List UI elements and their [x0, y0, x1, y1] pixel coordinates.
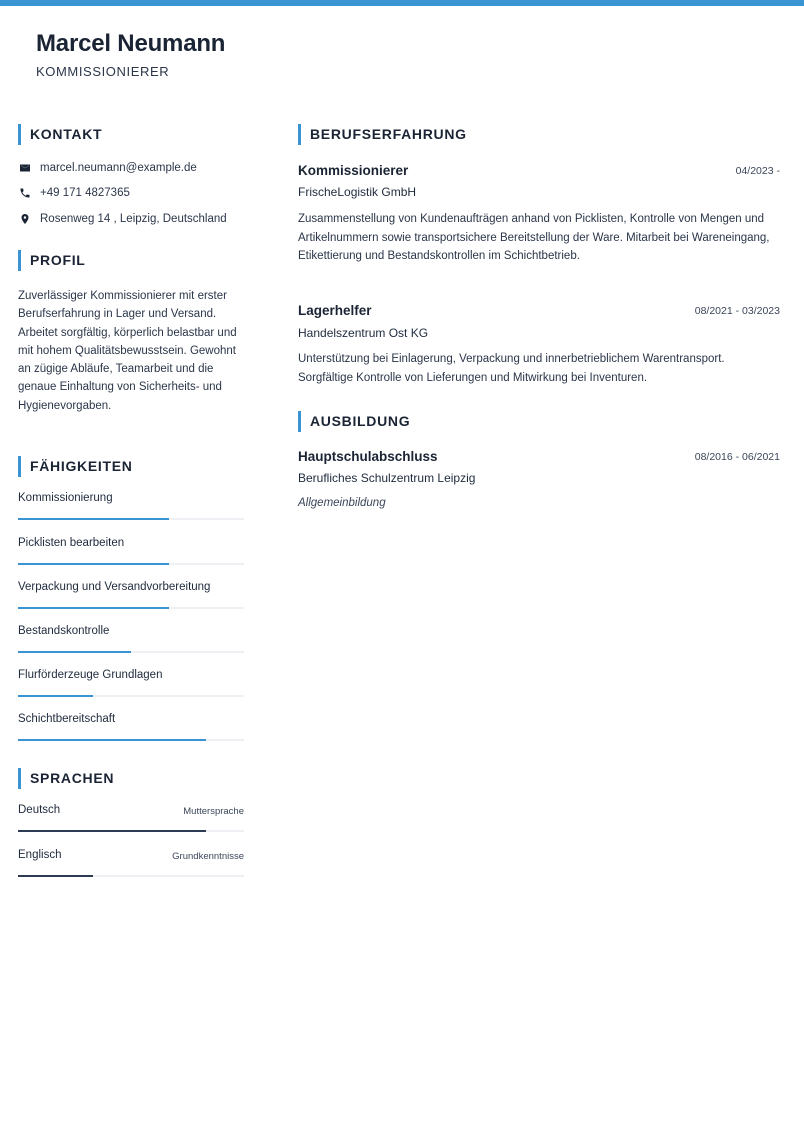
- profile-text: Zuverlässiger Kommissionierer mit erster Berufserfahrung in Lager und Versand. Arbeitet sorgfältig, körperlich belastbar und mit hohem Qualitätsbewusstsein. Gewohnt an zügige Abläufe, Teamarbeit und die genaue Einhaltung von Sicherheits- und Hygienevorgaben.: [18, 290, 237, 412]
- section-title-skills: FÄHIGKEITEN: [18, 456, 133, 477]
- location-pin-icon: [18, 212, 32, 226]
- contact-phone[interactable]: [18, 186, 130, 200]
- job-date: 08/2021 - 03/2023: [694, 305, 780, 317]
- job-role: KOMMISSIONIERER: [36, 64, 170, 79]
- skill-label: Verpackung und Versandvorbereitung: [18, 581, 211, 593]
- skill-bar-track: [18, 695, 244, 697]
- language-item: [18, 804, 244, 834]
- skill-label: Bestandskontrolle: [18, 625, 110, 637]
- section-title-education: AUSBILDUNG: [298, 411, 410, 432]
- section-title-experience: BERUFSERFAHRUNG: [298, 124, 467, 145]
- phone-icon: [18, 186, 32, 200]
- language-level-text: Muttersprache: [183, 806, 244, 817]
- skill-bar-track: [18, 651, 244, 653]
- skill-item: [18, 713, 244, 743]
- education-note: Allgemeinbildung: [298, 497, 386, 509]
- job-date: 04/2023 -: [735, 165, 780, 177]
- skill-bar-fill: [18, 695, 93, 697]
- job-description: Zusammenstellung von Kundenaufträgen anhand von Picklisten, Kontrolle von Mengen und Artikelnummern sowie transportsichere Bereitstellung der Ware. Mitarbeit bei Wareneingang, Etikettierung und Bestandskontrollen im Schichtbetrieb.: [298, 213, 770, 262]
- skill-bar-track: [18, 518, 244, 520]
- language-item: [18, 849, 244, 879]
- skill-bar-track: [18, 739, 244, 741]
- skill-bar-fill: [18, 607, 169, 609]
- section-title-languages: SPRACHEN: [18, 768, 114, 789]
- skill-label: Picklisten bearbeiten: [18, 537, 125, 549]
- skill-label: Schichtbereitschaft: [18, 713, 116, 725]
- top-accent-bar: [0, 0, 804, 6]
- education-date: 08/2016 - 06/2021: [694, 451, 780, 463]
- skill-bar-fill: [18, 651, 131, 653]
- education-title: Hauptschulabschluss: [298, 449, 438, 464]
- job-title: Lagerhelfer: [298, 303, 372, 318]
- language-label: Englisch: [18, 849, 62, 861]
- job-title: Kommissionierer: [298, 163, 409, 178]
- contact-email[interactable]: [18, 161, 197, 175]
- skill-bar-fill: [18, 563, 169, 565]
- language-bar-track: [18, 875, 244, 877]
- contact-phone-text: +49 171 4827365: [40, 187, 130, 199]
- contact-email-text: marcel.neumann@example.de: [40, 162, 197, 174]
- skill-bar-track: [18, 607, 244, 609]
- language-bar-fill: [18, 830, 206, 832]
- education-school: Berufliches Schulzentrum Leipzig: [298, 471, 476, 485]
- language-bar-fill: [18, 875, 93, 877]
- skill-item: [18, 492, 244, 522]
- skill-label: Flurförderzeuge Grundlagen: [18, 669, 163, 681]
- skill-bar-fill: [18, 518, 169, 520]
- skill-item: [18, 669, 244, 699]
- skill-item: [18, 581, 244, 611]
- section-title-contact: KONTAKT: [18, 124, 102, 145]
- contact-address: [18, 212, 227, 226]
- person-name: Marcel Neumann: [36, 30, 226, 57]
- section-title-profile: PROFIL: [18, 250, 86, 271]
- job-company: FrischeLogistik GmbH: [298, 185, 417, 199]
- skill-bar-track: [18, 563, 244, 565]
- language-level-text: Grundkenntnisse: [172, 851, 244, 862]
- skill-label: Kommissionierung: [18, 492, 113, 504]
- skill-item: [18, 625, 244, 655]
- mail-icon: [18, 161, 32, 175]
- skill-bar-fill: [18, 739, 206, 741]
- skill-item: [18, 537, 244, 567]
- job-description: Unterstützung bei Einlagerung, Verpackung und innerbetrieblichem Warentransport. Sorgfältige Kontrolle von Lieferungen und Mitwirkung bei Inventuren.: [298, 353, 725, 384]
- job-company: Handelszentrum Ost KG: [298, 326, 429, 340]
- language-label: Deutsch: [18, 804, 61, 816]
- contact-address-text: Rosenweg 14 , Leipzig, Deutschland: [40, 213, 227, 225]
- language-bar-track: [18, 830, 244, 832]
